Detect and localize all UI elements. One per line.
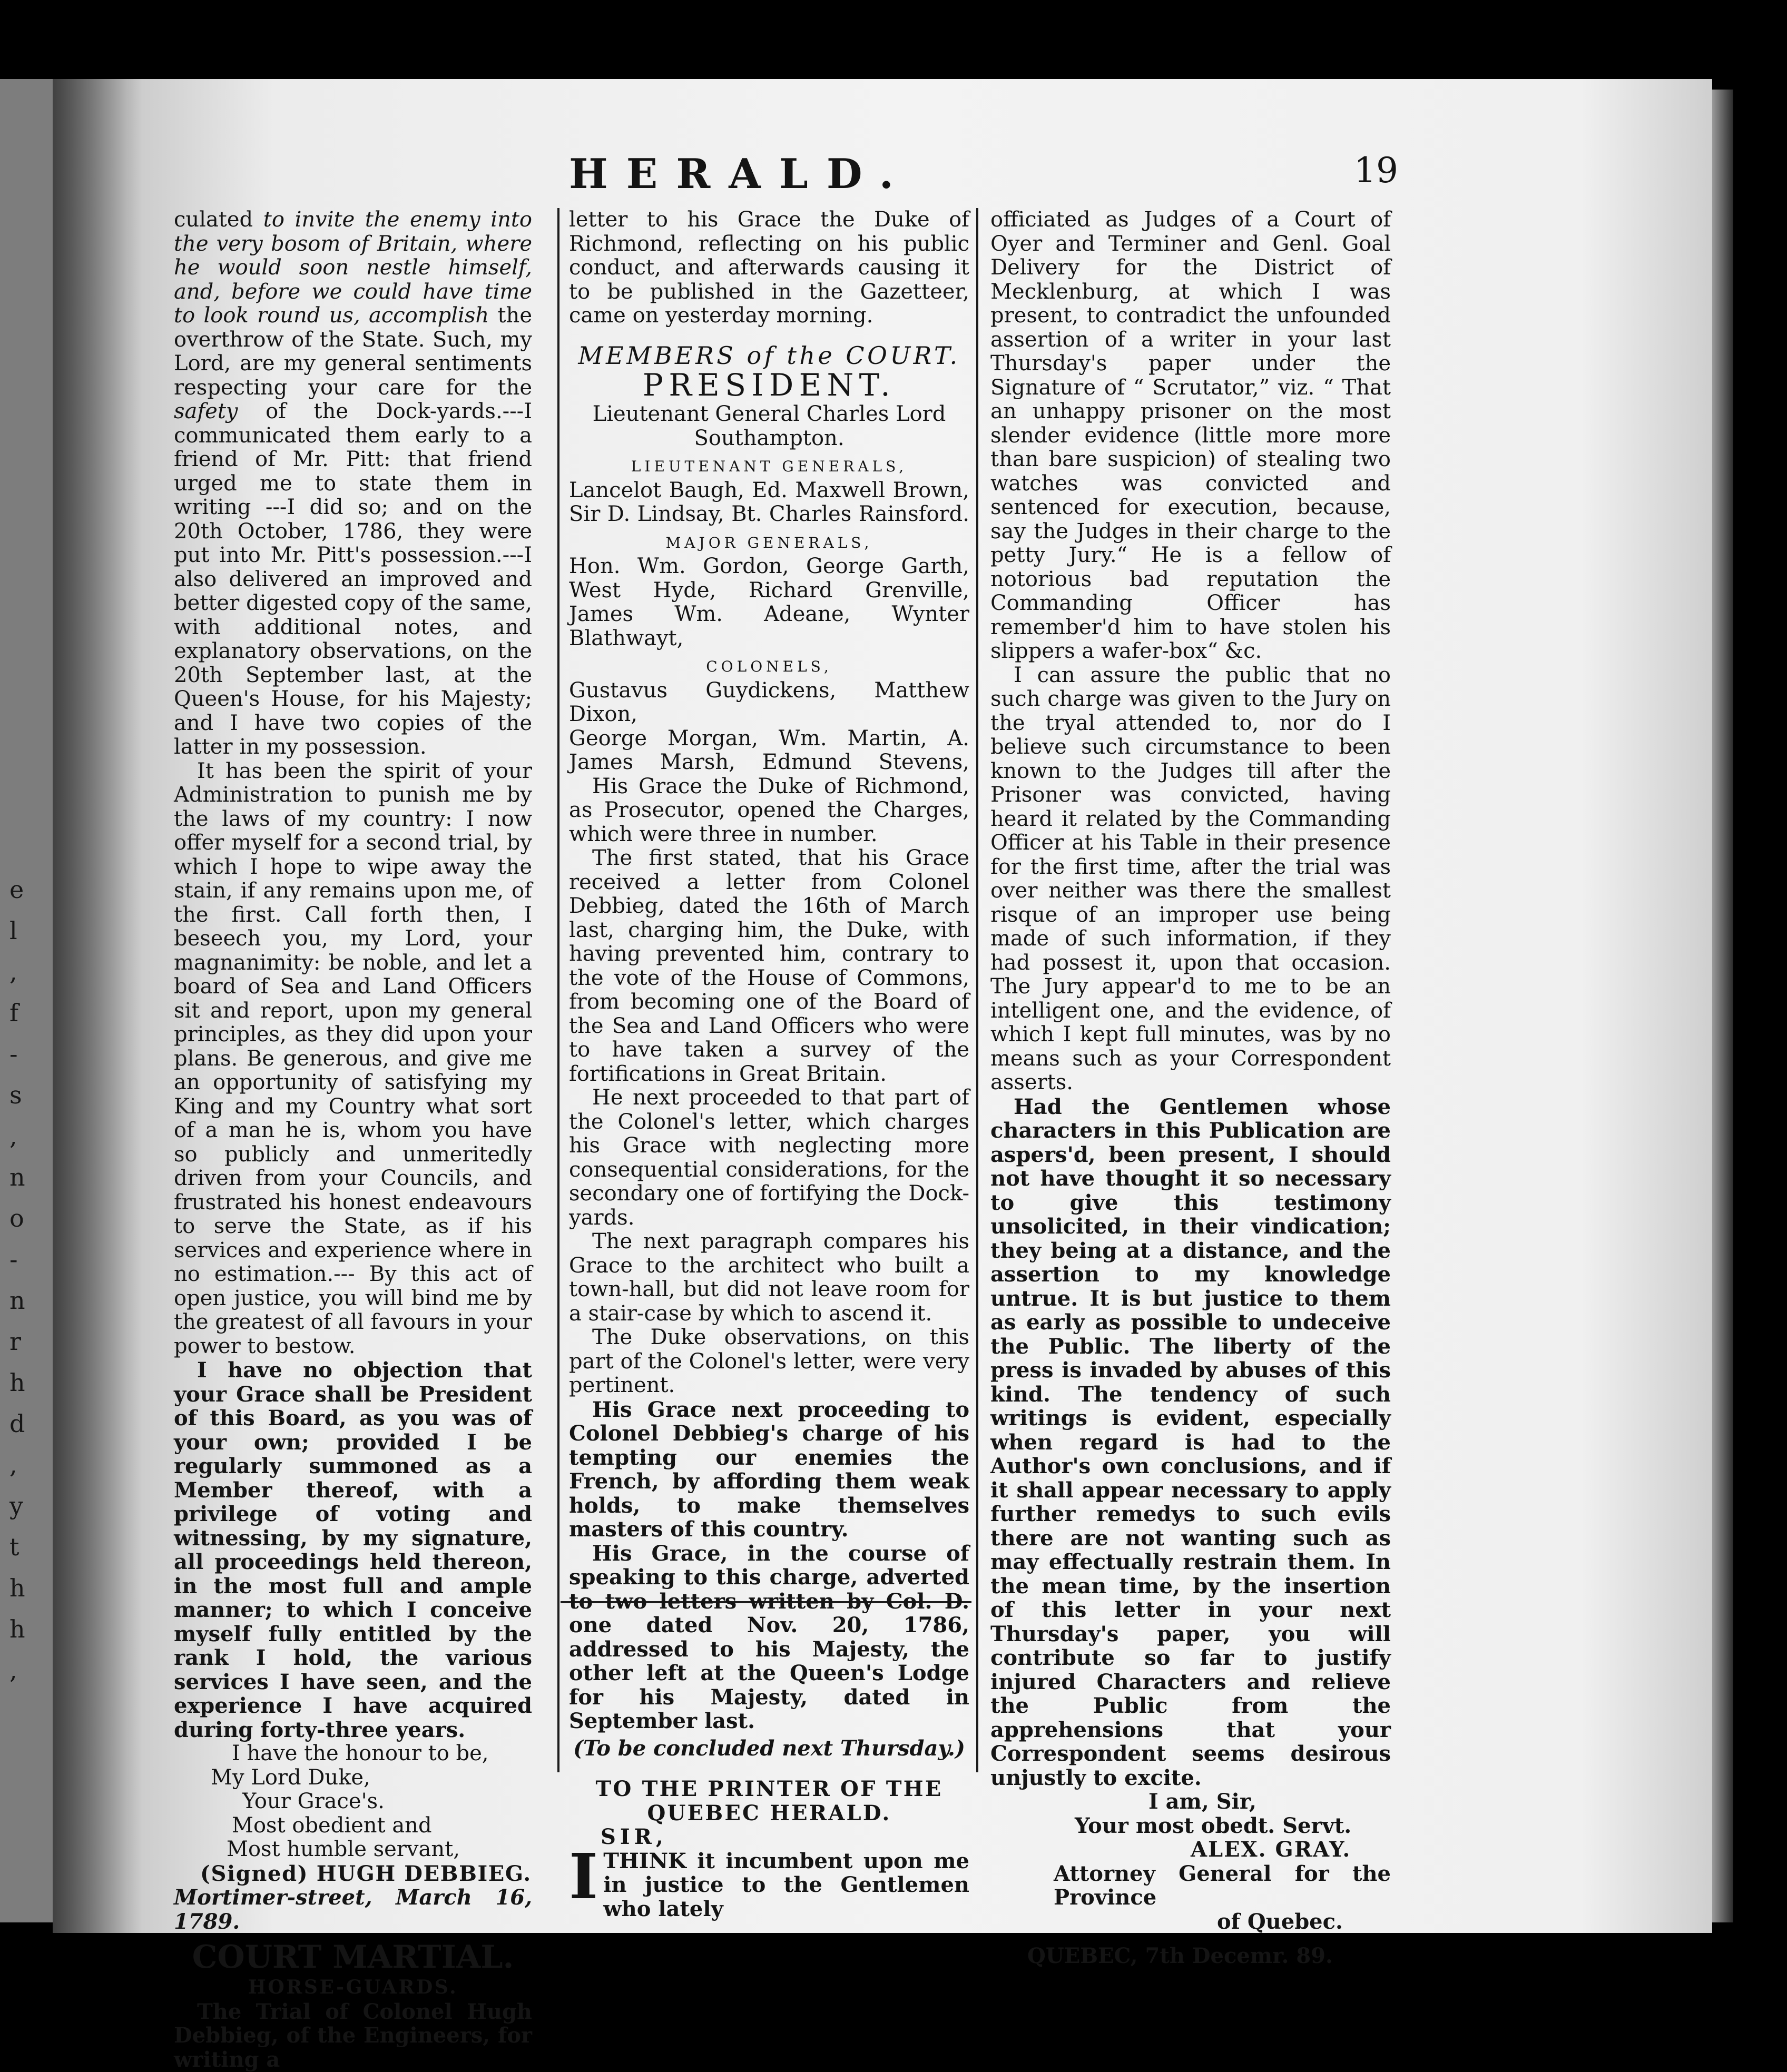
letter-paragraph: Had the Gentlemen whose characters in this Publication are aspers'd, been present, I should not have thought it so necessary to give this testimony unsolicited, in their vindication; they being at a distance, and the assertion to my knowledge untrue. It is but justice to them as early as possible to undeceive the Public. The liberty of the press is invaded by abuses of this kind. The tendency of such writings is evident, especially when regard is had to the Author's own conclusions, and if it shall appear necessary to apply further remedys to such evils there are not wanting such as may effectually restrain them. In the mean time, by the insertion of this letter in your next Thursday's paper, you will contribute so far to justify injured Characters and relieve the Public from the apprehensions that your Correspondent seems desirous unjustly to excite. xyxy=(990,1094,1391,1790)
letter-closing: Most humble servant, xyxy=(227,1837,460,1861)
left-page-fragment: r xyxy=(9,1327,21,1356)
left-page-fragment: - xyxy=(9,1040,18,1068)
left-page-fragment: t xyxy=(9,1533,19,1561)
text-run: of the Dock-yards.---I communicated them early to a friend of Mr. Pitt: that friend urged me to state them in writing ---I did so; and on the 20th October, 1786, they were put into Mr. Pitt's possession.---I also delivered an improved and better digested copy of the same, with additional notes, and explanatory observations, on the 20th September last, at the Queen's House, for his Majesty; and I have two copies of the latter in my possession. xyxy=(174,399,532,759)
left-page-text-fragments xyxy=(9,869,46,1691)
president-heading: PRESIDENT. xyxy=(642,367,896,403)
member-names: West Hyde, Richard Grenville, xyxy=(569,578,969,603)
member-names: George Morgan, Wm. Martin, A. xyxy=(569,726,969,751)
column-rule-left xyxy=(557,208,559,1772)
article-paragraph: His Grace next proceeding to Colonel Debbieg's charge of his tempting our enemies the French, by affording them weak holds, to make themselves masters of this country. xyxy=(569,1397,969,1542)
letter-opening xyxy=(569,1839,969,1921)
gutter-shadow xyxy=(53,79,142,1933)
article-paragraph: The Trial of Colonel Hugh Debbieg, of the Engineers, for writing a xyxy=(174,1999,532,2072)
left-page-fragment: f xyxy=(9,999,19,1027)
article-paragraph: letter to his Grace the Duke of Richmond, reflecting on his public conduct, and afterwards causing it to be published in the Gazetteer, came on yesterday morning. xyxy=(569,208,969,328)
member-names: Sir D. Lindsay, Bt. Charles Rainsford. xyxy=(569,502,969,526)
section-subheading: HORSE-GUARDS. xyxy=(248,1976,458,1998)
left-page-fragment: , xyxy=(9,1122,17,1150)
left-page-fragment: o xyxy=(9,1204,24,1232)
rank-heading: MAJOR GENERALS, xyxy=(665,534,873,551)
member-names: Lancelot Baugh, Ed. Maxwell Brown, xyxy=(569,478,969,502)
left-page-fragment: d xyxy=(9,1409,25,1438)
left-page-fragment: n xyxy=(9,1286,25,1315)
left-page-fragment: n xyxy=(9,1163,25,1191)
dateline: Mortimer-street, March 16, 1789. xyxy=(174,1885,532,1934)
signature: ALEX. GRAY. xyxy=(1191,1837,1351,1862)
letter-heading: TO THE PRINTER OF THE QUEBEC HERALD. xyxy=(595,1777,943,1826)
letter-paragraph: It has been the spirit of your Administration to punish me by the laws of my country: I now offer myself for a second trial, by which I hope to wipe away the stain, if any remains upon me, of the first. Call forth then, I beseech you, my Lord, your magnanimity: be noble, and let a board of Sea and Land Officers sit and report, upon my general principles, as they did upon your plans. Be generous, and give me an opportunity of satisfying my King and my Country what sort of a man he is, whom you have so publicly and unmeritedly driven from your Councils, and frustrated his honest endeavours to serve the State, as if his services and experience where in no estimation.--- By this act of open justice, you will bind me by the greatest of all favours in your power to bestow. xyxy=(174,758,532,1358)
letter-closing: I am, Sir, xyxy=(1148,1789,1256,1814)
member-names: James Wm. Adeane, Wynter Blathwayt, xyxy=(569,602,969,650)
letter-salutation: SIR, xyxy=(601,1824,667,1849)
article-paragraph: The Duke observations, on this part of the Colonel's letter, were very pertinent. xyxy=(569,1325,969,1397)
letter-closing: Your most obedt. Servt. xyxy=(1075,1813,1352,1838)
members-heading: MEMBERS of the COURT. xyxy=(578,341,960,370)
spacer xyxy=(569,1760,969,1772)
letter-closing: I have the honour to be, xyxy=(232,1741,489,1765)
running-head: HERALD. xyxy=(569,150,912,198)
column-rule-right xyxy=(976,208,978,1772)
left-page-fragment: l xyxy=(9,916,17,945)
continuation-note: (To be concluded next Thursday.) xyxy=(573,1735,965,1761)
left-page-fragment: h xyxy=(9,1574,25,1602)
signature: (Signed) HUGH DEBBIEG. xyxy=(200,1861,532,1886)
letter-paragraph: I have no objection that your Grace shall be President of this Board, as you was of your own; provided I be regularly summoned as a Member thereof, with a privilege of voting and witnessing, by my signature, all proceedings held thereon, in the most full and ample manner; to which I conceive myself fully entitled by the rank I hold, the various services I have seen, and the experience I have acquired during forty-three years. xyxy=(174,1358,532,1742)
column-left xyxy=(174,208,532,2071)
text-run: culated xyxy=(174,208,263,232)
left-page-fragment: e xyxy=(9,875,24,904)
left-page-fragment: h xyxy=(9,1368,25,1397)
italic-text-run: to invite the enemy into the very bosom of Britain, where he would soon nestle himself, and, before we could have time to look round us, accomplish xyxy=(174,208,533,328)
rank-heading: LIEUTENANT GENERALS, xyxy=(631,458,908,475)
left-page-fragment: s xyxy=(9,1081,22,1109)
letter-paragraph: I can assure the public that no such charge was given to the Jury on the tryal attended to, nor do I believe such circumstance to been known to the Judges till after the Prisoner was convicted, having heard it related by the Commanding Officer at his Table in their presence for the first time, after the trial was over neither was there the smallest risque of an improper use being made of such information, if they had possest it, upon that occasion. The Jury appear'd to me to be an intelligent one, and the evidence, of which I kept full minutes, was by no means such as your Correspondent asserts. xyxy=(990,663,1391,1094)
text-run: THINK it incumbent upon me in justice to the Gentlemen who lately xyxy=(603,1848,969,1921)
letter-closing: Most obedient and xyxy=(232,1813,432,1838)
letter-salutation: Your Grace's. xyxy=(242,1789,385,1813)
article-paragraph: His Grace the Duke of Richmond, as Prosecutor, opened the Charges, which were three in number. xyxy=(569,774,969,846)
article-paragraph: The next paragraph compares his Grace to the architect who built a town-hall, but did not leave room for a stair-case by which to ascend it. xyxy=(569,1229,969,1326)
column-middle xyxy=(569,208,969,1921)
text-run: the overthrow of the State. Such, my Lord, are my general sentiments respecting your care for the xyxy=(174,303,532,400)
signatory-title: of Quebec. xyxy=(1217,1909,1343,1934)
left-page-fragment: h xyxy=(9,1615,25,1643)
left-page-fragment: , xyxy=(9,1656,17,1684)
article-paragraph: His Grace, in the course of speaking to this charge, adverted to two letters written by Col. D. one dated Nov. 20, 1786, addressed to his Majesty, the other left at the Queen's Lodge for his Majesty, dated in September last. xyxy=(569,1541,969,1733)
president-name: Lieutenant General Charles Lord Southampton. xyxy=(592,402,946,450)
article-paragraph: He next proceeded to that part of the Colonel's letter, which charges his Grace with neglecting more consequential considerations, for the secondary one of fortifying the Dock-yards. xyxy=(569,1086,969,1230)
signatory-title: Attorney General for the Province xyxy=(1054,1861,1391,1910)
letter-paragraph: officiated as Judges of a Court of Oyer and Terminer and Genl. Goal Delivery for the District of Mecklenburg, at which I was present, to contradict the unfounded assertion of a writer in your last Thursday's paper under the Signature of “ Scrutator,” viz. “ That an unhappy prisoner on the most slender evidence (little more more than bare suspicion) of stealing two watches was convicted and sentenced for execution, because, say the Judges in their charge to the petty Jury.“ He is a fellow of notorious bad reputation the Commanding Officer has remember'd him to have stolen his slippers a wafer-box“ &c. xyxy=(990,208,1391,663)
member-names: Gustavus Guydickens, Matthew Dixon, xyxy=(569,678,969,726)
left-page-fragment: , xyxy=(9,1451,17,1479)
article-paragraph: The first stated, that his Grace received a letter from Colonel Debbieg, dated the 16th of March last, charging him, the Duke, with having prevented him, contrary to the vote of the House of Commons, from becoming one of the Board of the Sea and Land Officers who were to have taken a survey of the fortifications in Great Britain. xyxy=(569,846,969,1086)
letter-paragraph xyxy=(174,208,532,759)
column-right xyxy=(990,208,1391,1968)
left-page-fragment: , xyxy=(9,958,17,986)
left-page-fragment: y xyxy=(9,1492,23,1520)
rank-heading: COLONELS, xyxy=(706,658,832,675)
section-heading: COURT MARTIAL. xyxy=(192,1939,514,1976)
page-number: 19 xyxy=(1354,150,1398,191)
member-names: Hon. Wm. Gordon, George Garth, xyxy=(569,554,969,578)
member-names: James Marsh, Edmund Stevens, xyxy=(569,750,969,774)
dateline: QUEBEC, 7th Decemr. 89. xyxy=(1027,1943,1333,1968)
left-page-fragment: - xyxy=(9,1245,18,1274)
italic-text-run: safety xyxy=(174,399,238,423)
page-edge-right xyxy=(1712,90,1733,1922)
drop-cap: I xyxy=(569,1839,598,1913)
letter-salutation: My Lord Duke, xyxy=(211,1765,370,1790)
